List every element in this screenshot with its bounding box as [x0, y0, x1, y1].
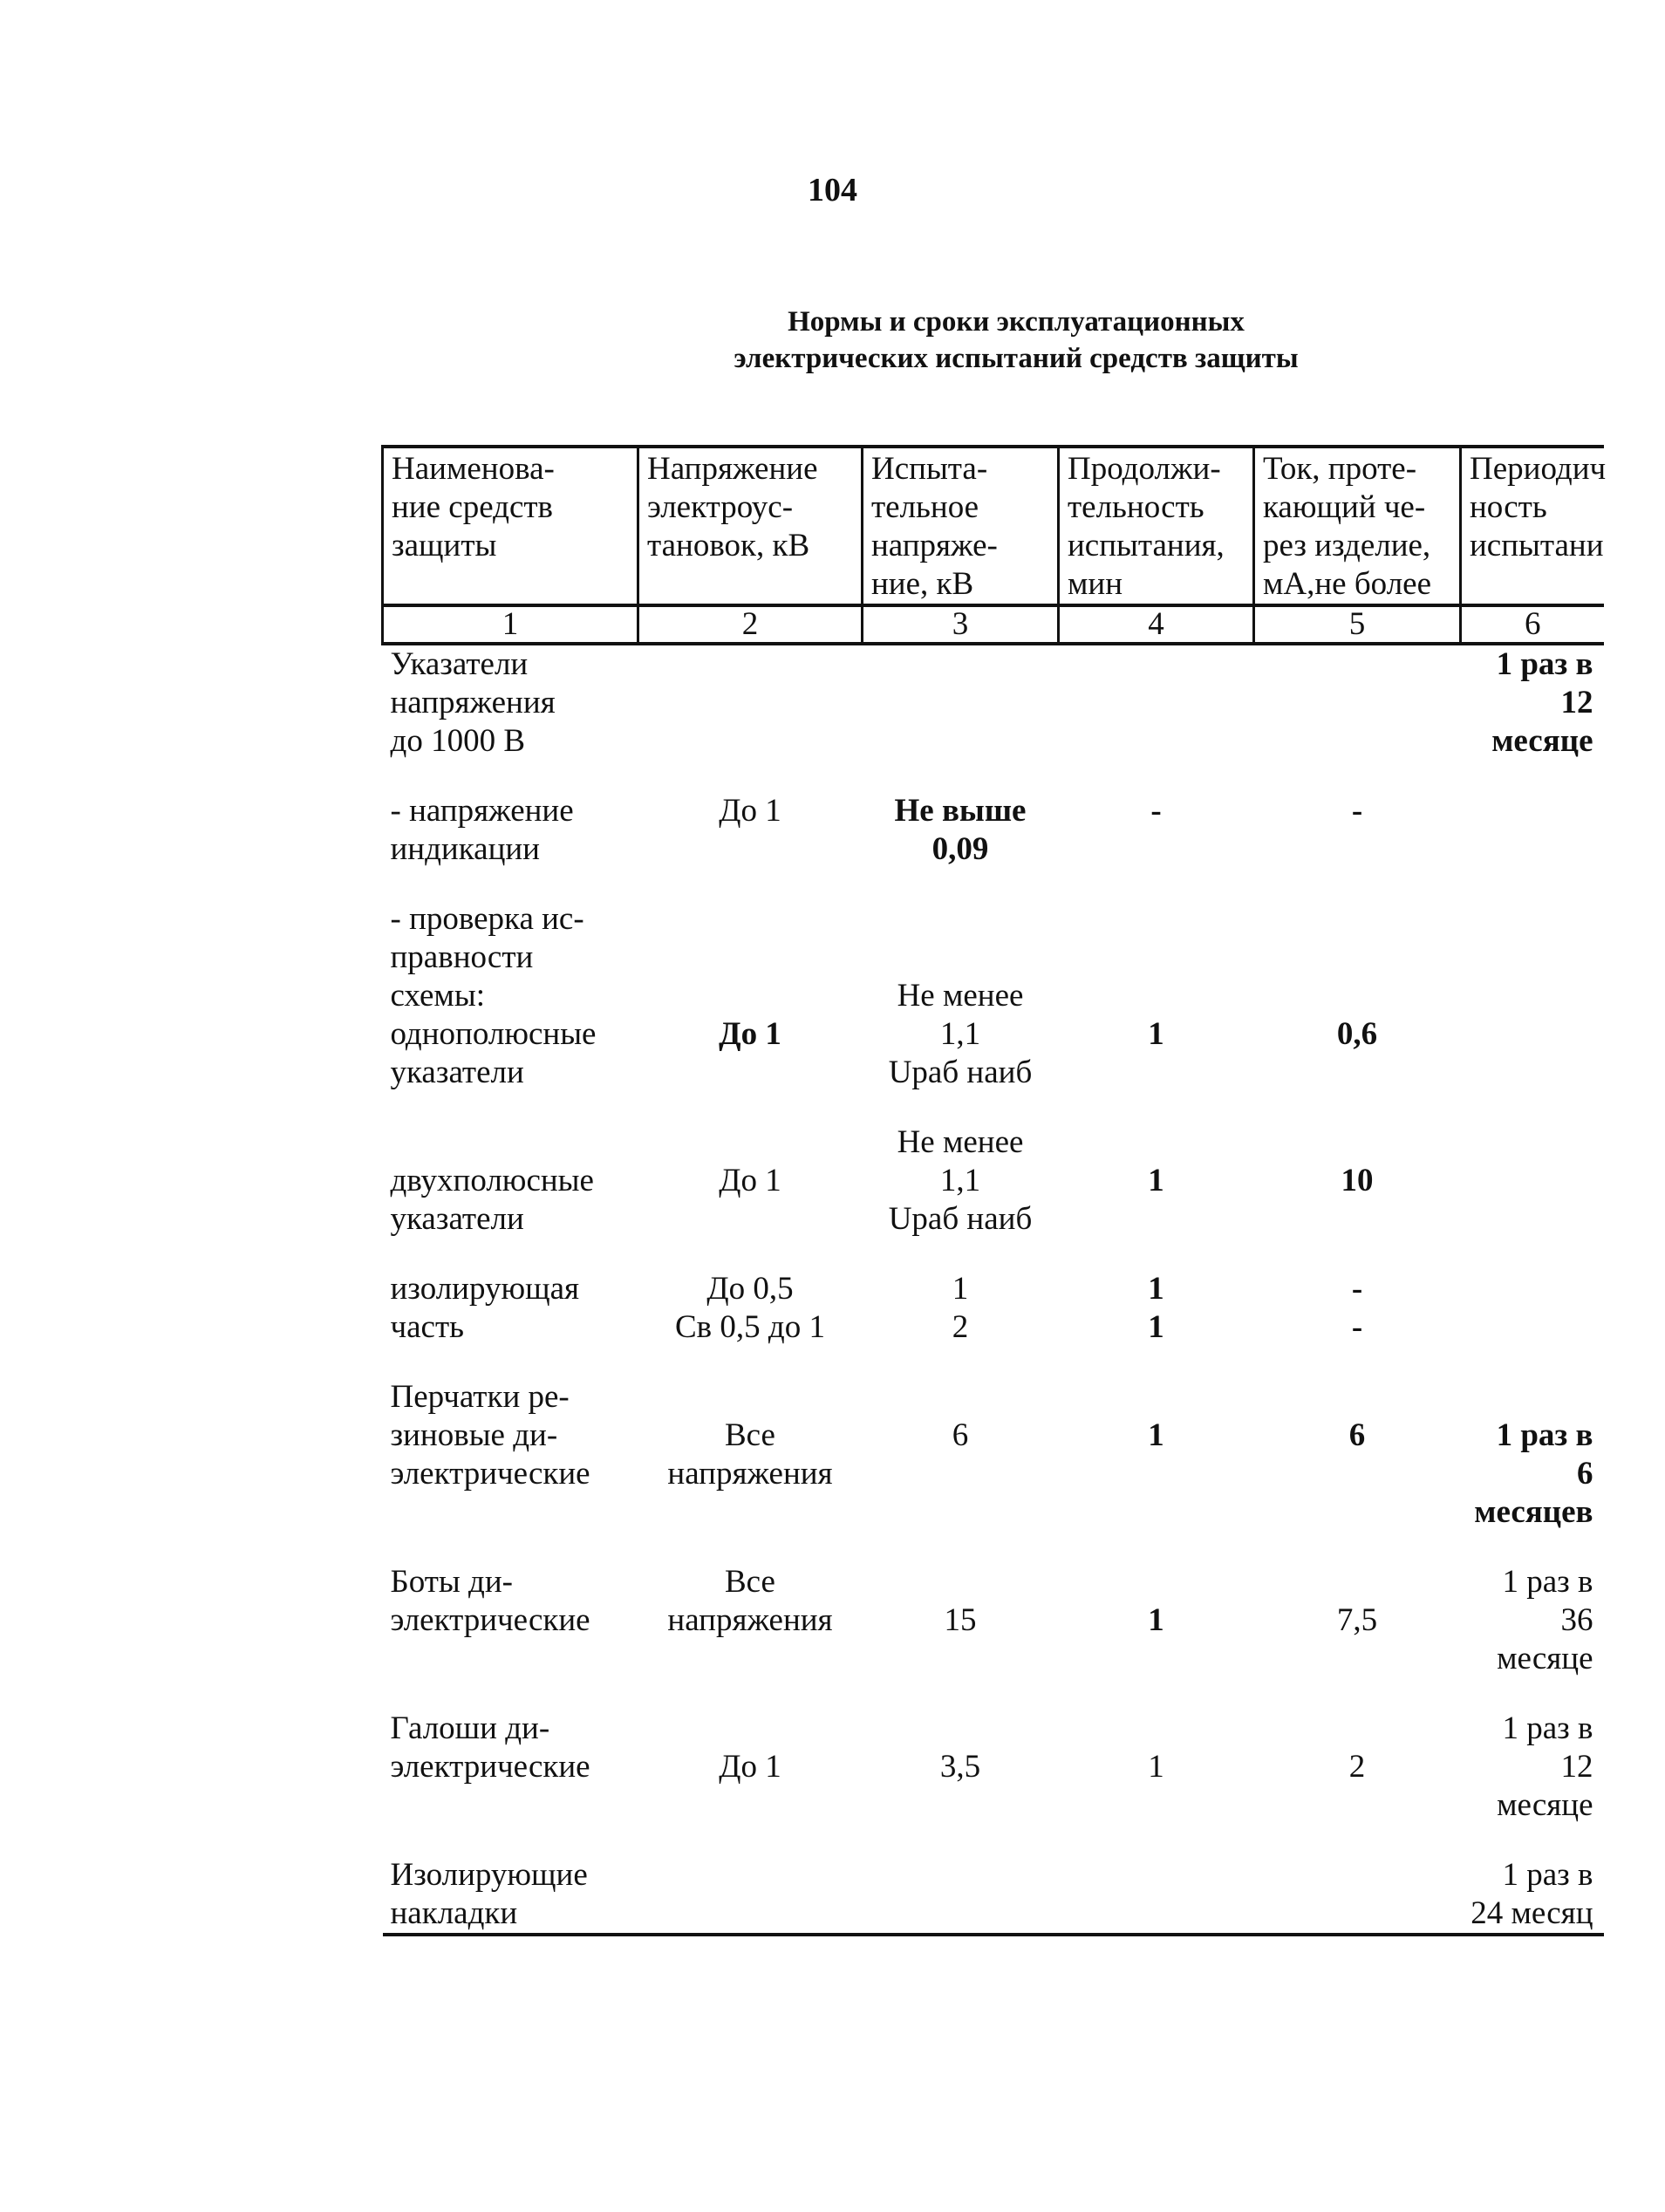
- cell-period: 1 раз в 6 месяцев: [1474, 1417, 1593, 1530]
- cell-name: Галоши ди- электрические: [390, 1710, 590, 1785]
- cell-current: - -: [1351, 1271, 1363, 1345]
- header-test-voltage: Испыта- тельное напряже- ние, кВ: [863, 447, 1059, 605]
- column-number: 1: [383, 605, 638, 644]
- cell-period: 1 раз в 36 месяце: [1497, 1564, 1593, 1676]
- cell-period: [1461, 792, 1604, 869]
- cell-current: 0,6: [1336, 1016, 1378, 1052]
- table-row: [383, 792, 1604, 869]
- cell-name: Указатели напряжения до 1000 В: [390, 646, 556, 759]
- table-row: [383, 900, 1604, 1092]
- table-row: [383, 1123, 1604, 1239]
- table-header-row: [383, 447, 1604, 605]
- cell-duration: 1: [1148, 1602, 1164, 1638]
- cell-test-voltage: 15: [944, 1602, 977, 1638]
- page-number: 104: [808, 172, 857, 208]
- cell-duration: 1 1: [1148, 1271, 1164, 1345]
- cell-period: 1 раз в 12 месяце: [1491, 646, 1593, 759]
- cell-test-voltage: Не менее 1,1 Uраб наиб: [888, 1124, 1033, 1237]
- column-number-row: [383, 605, 1604, 644]
- cell-period: [1461, 1270, 1604, 1347]
- column-number: 2: [638, 605, 863, 644]
- table-row: [383, 644, 1604, 761]
- cell-voltage: Все напряжения: [667, 1417, 833, 1492]
- cell-voltage: До 1: [719, 1163, 781, 1198]
- header-periodicity: Периодич ность испытани: [1461, 447, 1604, 605]
- table-row: [383, 1856, 1604, 1935]
- test-norms-table: [381, 445, 1607, 1936]
- cell-test-voltage: [863, 1856, 1059, 1935]
- column-number: 6: [1461, 605, 1604, 644]
- page-title: [523, 304, 1509, 377]
- table-row: [383, 1710, 1604, 1825]
- header-current: Ток, проте- кающий че- рез изделие, мА,не более: [1254, 447, 1461, 605]
- header-duration: Продолжи- тельность испытания, мин: [1059, 447, 1254, 605]
- cell-current: [1254, 1856, 1461, 1935]
- cell-current: -: [1351, 793, 1363, 829]
- cell-test-voltage: 3,5: [939, 1749, 981, 1785]
- cell-duration: -: [1150, 793, 1162, 829]
- cell-test-voltage: [863, 644, 1059, 761]
- column-number: 5: [1254, 605, 1461, 644]
- cell-current: 10: [1341, 1163, 1374, 1198]
- cell-period: [1461, 1123, 1604, 1239]
- cell-voltage: [638, 644, 863, 761]
- cell-name: изолирующая часть: [390, 1271, 580, 1345]
- column-number: 4: [1059, 605, 1254, 644]
- title-line-1: Нормы и сроки эксплуатационных: [788, 306, 1245, 338]
- cell-name: двухполюсные указатели: [390, 1163, 594, 1237]
- cell-name: Боты ди- электрические: [390, 1564, 590, 1638]
- cell-voltage: До 0,5 Св 0,5 до 1: [675, 1271, 825, 1345]
- table-row: [383, 1378, 1604, 1532]
- cell-name: Перчатки ре- зиновые ди- электрические: [390, 1379, 590, 1492]
- cell-voltage: Все напряжения: [667, 1564, 833, 1638]
- cell-name: - напряжение индикации: [390, 793, 574, 867]
- cell-current: [1254, 644, 1461, 761]
- cell-name: - проверка ис- правности схемы: однополюсные указатели: [390, 901, 597, 1090]
- cell-test-voltage: Не выше 0,09: [894, 793, 1027, 867]
- cell-test-voltage: 1 2: [952, 1271, 969, 1345]
- cell-voltage: До 1: [719, 1749, 781, 1785]
- cell-period: 1 раз в 24 месяц: [1461, 1856, 1604, 1935]
- cell-duration: [1059, 1856, 1254, 1935]
- cell-test-voltage: 6: [952, 1417, 969, 1453]
- cell-current: 7,5: [1336, 1602, 1378, 1638]
- cell-test-voltage: Не менее 1,1 Uраб наиб: [888, 978, 1033, 1090]
- table-row: [383, 1563, 1604, 1678]
- cell-voltage: До 1: [719, 1016, 781, 1052]
- header-name: Наименова- ние средств защиты: [383, 447, 638, 605]
- cell-name: Изолирующие накладки: [383, 1856, 638, 1935]
- column-number: 3: [863, 605, 1059, 644]
- cell-duration: 1: [1148, 1016, 1164, 1052]
- cell-period: 1 раз в 12 месяце: [1497, 1710, 1593, 1823]
- cell-duration: [1059, 644, 1254, 761]
- cell-current: 2: [1348, 1749, 1366, 1785]
- table-row: [383, 1270, 1604, 1347]
- title-line-2: электрических испытаний средств защиты: [734, 343, 1299, 374]
- cell-duration: 1: [1148, 1417, 1164, 1453]
- cell-voltage: До 1: [719, 793, 781, 829]
- cell-duration: 1: [1148, 1163, 1164, 1198]
- cell-voltage: [638, 1856, 863, 1935]
- cell-current: 6: [1348, 1417, 1366, 1453]
- cell-duration: 1: [1148, 1749, 1164, 1785]
- header-installation-voltage: Напряжение электроус- тановок, кВ: [638, 447, 863, 605]
- cell-period: [1461, 900, 1604, 1092]
